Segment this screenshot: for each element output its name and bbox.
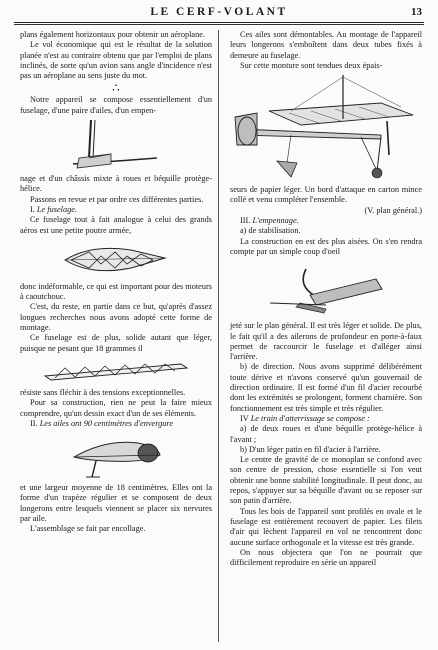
header-rule-thin [14,24,424,25]
column-separator [218,30,219,642]
paragraph: Notre appareil se compose essentiellement d'un fuselage, d'une paire d'ailes, d'un empen- [20,95,212,115]
wing-rib-figure [66,431,166,481]
paragraph: b) de direction. Nous avons supprimé délibérément toute dérive et n'avons conservé qu'un gouvernail de direction ordinaire. Il est formé d'un fil d'acier recourbé dont les extrémités se prolongent, forment charnière. Son fonctionnement est très simple et très régulier. [230,362,422,413]
paragraph: La construction en est des plus aisées. On s'en rendra compte par un simple coup d'oeil [230,236,422,256]
page-header [14,6,424,20]
subsection: a) de stabilisation. [240,226,301,236]
subsection: a) de deux roues et d'une béquille protège-hélice à l'avant ; [230,424,422,444]
tail-unit-figure [266,259,386,319]
section-heading [230,414,422,424]
header-rule [14,22,424,23]
plan-reference: (V. plan général.) [364,205,422,215]
section-number: III. [240,216,251,226]
paragraph: Tous les bois de l'appareil sont profilés en ovale et le fuselage est entièrement recouvert de papier. Les filets d'air qui lèchent l'appareil en vol ne rencontrent donc aucune surface orthogonale et la vitesse est très grande. [230,506,422,547]
paragraph: Passons en revue et par ordre ces différentes parties. [30,194,204,204]
paragraph: Le vol économique qui est le résultat de la solution planée n'est au contraire obtenu que par l'emploi de plans inclinés, de sorte qu'un avion sans angle d'incidence n'est pas un aéroplane au sens juste du mot. [20,40,212,81]
paragraph: nage et d'un châssis mixte à roues et béquille protège-hélice. [20,174,212,194]
section-title: L'empennage. [252,216,299,226]
paragraph: plans également horizontaux pour obtenir un aéroplane. [20,30,206,39]
paragraph: seurs de papier léger. Un bord d'attaque en carton mince collé et venu compléter l'ensemble. [230,185,422,205]
paragraph: C'est, du reste, en partie dans ce but, qu'après d'assez longues recherches nous avons adopté cette forme de montage. [20,302,212,333]
paragraph: Le centre de gravité de ce monoplan se confond avec son centre de pression, chose essentielle si l'on veut obtenir une bonne stabilité longitudinale. Il peut donc, au repos, s'appuyer sur sa béquille d'avant ou se reposer sur son patin d'arrière. [230,455,422,506]
paragraph: donc indéformable, ce qui est important pour des moteurs à caoutchouc. [20,281,212,302]
paragraph: Sur cette monture sont tendues deux épais- [240,60,383,70]
paragraph: On nous objectera que l'on ne pourrait que difficilement reproduire en série un appareil [230,547,422,568]
tail-assembly-figure [71,118,161,172]
section-heading [20,205,212,215]
section-heading [230,216,422,226]
journal-title: LE CERF-VOLANT [150,6,288,18]
paragraph: Ce fuselage est de plus, solide autant que léger, puisque ne pesant que 18 grammes il [20,333,212,353]
fuselage-figure [61,238,171,280]
section-number: IV [240,413,249,423]
paragraph: jeté sur le plan général. Il est très léger et solide. De plus, le fait qu'il a des ailerons de profondeur en porte-à-faux permet de raccourcir le fuselage et d'alléger ainsi l'arrière. [230,321,422,362]
section-title: Le fuselage. [36,204,78,214]
paragraph: Pour sa construction, rien ne peut la faire mieux comprendre, qu'un dessin exact d'un de ses éléments. [20,398,212,418]
section-heading [20,419,212,429]
monoplane-figure [231,73,421,183]
section-stars: ∴ [112,81,120,96]
paragraph: résiste sans fléchir à des tensions exceptionnelles. [20,387,186,397]
section-number: I. [30,204,35,214]
fuselage-element-figure [41,356,191,386]
section-lead: Les ailes ont 90 centimètres d'envergure [39,418,174,428]
paragraph: Ces ailes sont démontables. Au montage de l'appareil leurs longerons s'emboîtent dans deux tubes fixés à demeure au fuselage. [230,30,422,60]
subsection: b) D'un léger patin en fil d'acier à l'arrière. [240,444,381,454]
paragraph: L'assemblage se fait par encollage. [30,524,146,534]
page-number: 13 [411,6,422,18]
paragraph: Ce fuselage tout à fait analogue à celui des grands aéros est une petite poutre armée, [20,215,212,235]
section-title: Le train d'atterrissage se compose : [250,413,370,423]
left-column [20,30,212,535]
paragraph: et une largeur moyenne de 18 centimètres. Elles ont la forme d'un trapèze régulier et se composent de deux longerons entre lesquels viennent se placer six nervures par aile. [20,483,212,524]
right-column [230,30,422,568]
section-number: II. [30,418,38,428]
